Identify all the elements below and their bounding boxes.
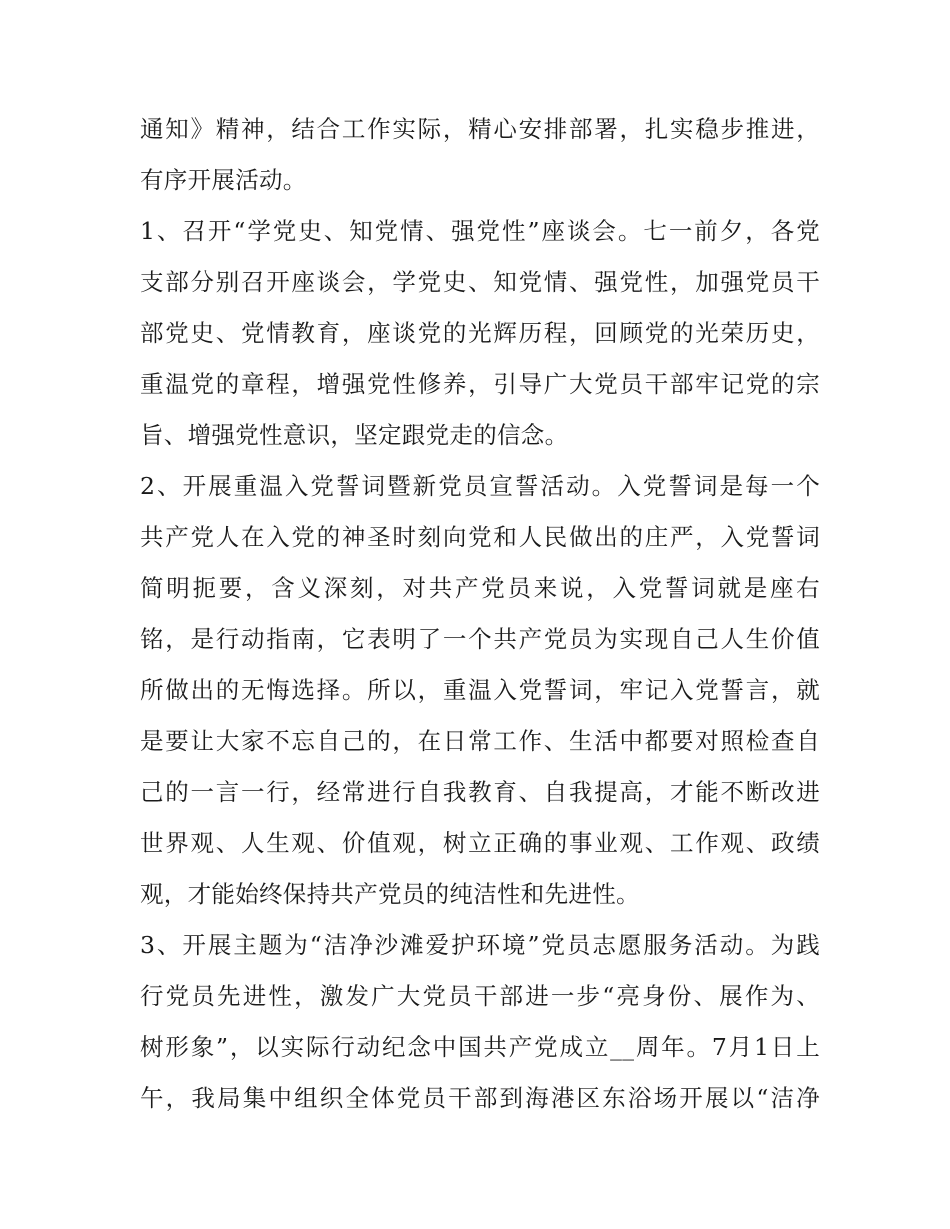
text-line: 午，我局集中组织全体党员干部到海港区东浴场开展以“洁净	[140, 1084, 820, 1112]
text-line: 支部分别召开座谈会，学党史、知党情、强党性，加强党员干	[140, 268, 820, 296]
text-line: 共产党人在入党的神圣时刻向党和人民做出的庄严，入党誓词	[140, 523, 820, 551]
text-line: 通知》精神，结合工作实际，精心安排部署，扎实稳步推进，	[140, 115, 820, 143]
text-line: 1、召开“学党史、知党情、强党性”座谈会。七一前夕，各党	[140, 217, 820, 245]
text-line: 观，才能始终保持共产党员的纯洁性和先进性。	[140, 880, 640, 908]
text-line: 简明扼要，含义深刻，对共产党员来说，入党誓词就是座右	[140, 574, 820, 602]
text-line: 旨、增强党性意识，坚定跟党走的信念。	[140, 421, 569, 449]
text-line: 己的一言一行，经常进行自我教育、自我提高，才能不断改进	[140, 778, 820, 806]
text-line: 所做出的无悔选择。所以，重温入党誓词，牢记入党誓言，就	[140, 676, 820, 704]
text-line: 是要让大家不忘自己的，在日常工作、生活中都要对照检查自	[140, 727, 820, 755]
text-line: 树形象”，以实际行动纪念中国共产党成立__周年。7月1日上	[140, 1033, 820, 1061]
document-body	[140, 104, 820, 1124]
text-line: 世界观、人生观、价值观，树立正确的事业观、工作观、政绩	[140, 829, 820, 857]
text-line: 部党史、党情教育，座谈党的光辉历程，回顾党的光荣历史，	[140, 319, 820, 347]
text-line: 铭，是行动指南，它表明了一个共产党员为实现自己人生价值	[140, 625, 820, 653]
text-line: 2、开展重温入党誓词暨新党员宣誓活动。入党誓词是每一个	[140, 472, 820, 500]
text-line: 重温党的章程，增强党性修养，引导广大党员干部牢记党的宗	[140, 370, 820, 398]
text-line: 行党员先进性，激发广大党员干部进一步“亮身份、展作为、	[140, 982, 820, 1010]
text-line: 有序开展活动。	[140, 166, 307, 194]
text-line: 3、开展主题为“洁净沙滩爱护环境”党员志愿服务活动。为践	[140, 931, 820, 959]
